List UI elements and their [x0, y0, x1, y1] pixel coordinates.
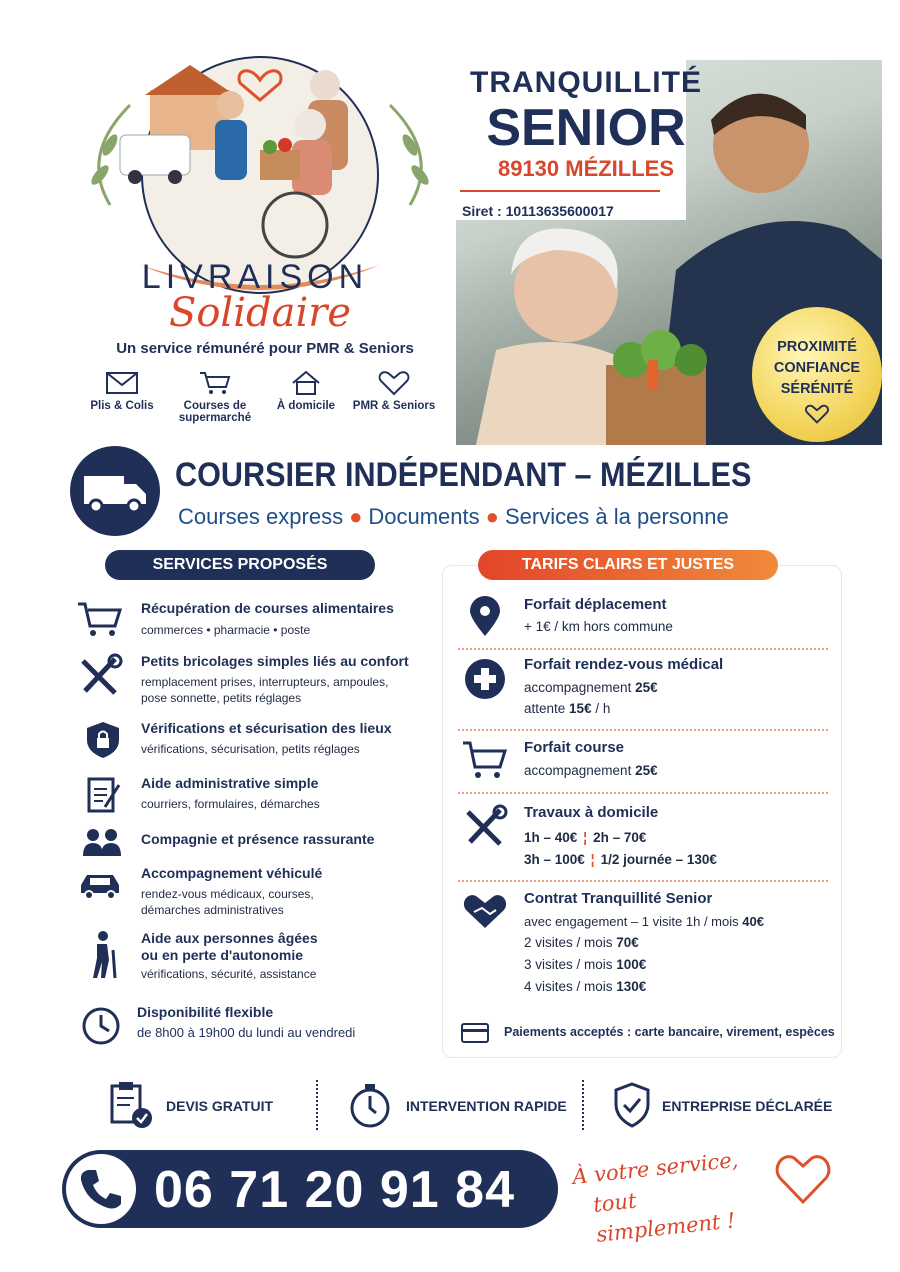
service-item [75, 865, 435, 921]
van-icon [70, 446, 160, 536]
heart-handshake-icon [460, 890, 510, 930]
tarif-price: 130€ [616, 979, 647, 994]
tarif-detail [524, 830, 646, 845]
header-divider [460, 190, 660, 192]
tarif-detail [524, 935, 639, 950]
tarif-price: 2h – 70€ [593, 830, 647, 845]
service-detail: remplacement prises, interrupteurs, ampoules, [141, 675, 389, 689]
bullet-dot: ● [349, 504, 363, 529]
tools-icon [75, 653, 125, 697]
tarif-title: Contrat Tranquillité Senior [524, 890, 713, 907]
tarif-medical [460, 656, 840, 718]
tarif-separator [458, 792, 828, 794]
tarif-travaux [460, 804, 840, 870]
tarif-price: 15€ [569, 701, 592, 716]
entreprise-label: ENTREPRISE DÉCLARÉE [662, 1098, 833, 1114]
service-item [75, 775, 435, 815]
tarif-text: avec engagement – 1 visite 1h / mois [524, 914, 743, 929]
car-icon [75, 865, 125, 905]
clipboard-pen-icon [75, 775, 125, 815]
intervention-rapide [346, 1080, 586, 1130]
feature-label: Plis & Colis [90, 400, 154, 412]
tarif-price: 100€ [616, 957, 647, 972]
badge-line: PROXIMITÉ [777, 339, 857, 355]
service-item [75, 720, 435, 760]
service-title: Récupération de courses alimentaires [141, 600, 394, 616]
bullet-dot: ● [485, 504, 499, 529]
tarif-separator [458, 729, 828, 731]
tarif-deplacement [460, 596, 840, 638]
devis-gratuit [106, 1080, 296, 1130]
bottom-divider [582, 1080, 584, 1130]
service-title: Aide administrative simple [141, 775, 319, 791]
tarif-detail [524, 701, 610, 716]
tarif-text: attente [524, 701, 570, 716]
brand-name-line2: Solidaire [168, 290, 352, 336]
service-title: Accompagnement véhiculé [141, 865, 323, 881]
service-detail: vérifications, sécurisation, petits réglages [141, 742, 360, 756]
shield-check-icon [610, 1080, 654, 1130]
tarif-course [460, 739, 840, 783]
tarif-detail [524, 680, 658, 695]
tarif-detail [524, 979, 646, 994]
tarif-price: 3h – 100€ [524, 852, 585, 867]
availability-hours: de 8h00 à 19h00 du lundi au vendredi [137, 1025, 356, 1040]
envelope-icon [105, 370, 139, 396]
header-title-line1: TRANQUILLITÉ [470, 66, 702, 99]
tarif-title: Forfait déplacement [524, 596, 667, 613]
tarif-price: 1h – 40€ [524, 830, 578, 845]
tarif-price: 25€ [635, 763, 658, 778]
tarif-detail [524, 852, 717, 867]
house-icon [289, 370, 323, 396]
location-pin-icon [460, 596, 510, 638]
service-detail: vérifications, sécurité, assistance [141, 967, 317, 981]
services-heading: SERVICES PROPOSÉS [105, 550, 375, 580]
service-item [75, 930, 435, 986]
tarif-text: 4 visites / mois [524, 979, 617, 994]
tarif-text: 2 visites / mois [524, 935, 617, 950]
tarif-text: accompagnement [524, 680, 636, 695]
service-item [75, 653, 435, 709]
tarifs-heading: TARIFS CLAIRS ET JUSTES [478, 550, 778, 580]
courier-title: COURSIER INDÉPENDANT – MÉZILLES [175, 456, 752, 494]
tools-icon [460, 804, 510, 850]
bottom-divider [316, 1080, 318, 1130]
feature-courses [165, 370, 265, 424]
service-title: Compagnie et présence rassurante [141, 831, 375, 847]
phone-icon [66, 1154, 136, 1224]
tarif-text: 3 visites / mois [524, 957, 617, 972]
service-detail: pose sonnette, petits réglages [141, 691, 302, 705]
service-title-line2: ou en perte d'autonomie [141, 947, 304, 963]
tarif-contrat [460, 890, 840, 1000]
tarif-divider: ¦ [590, 852, 595, 867]
courier-subtitle [178, 504, 729, 530]
devis-label: DEVIS GRATUIT [166, 1098, 274, 1114]
brand-name-line1: LIVRAISON [141, 258, 369, 296]
tarif-divider: ¦ [583, 830, 588, 845]
siret-number: Siret : 10113635600017 [462, 203, 614, 219]
cart-icon [198, 370, 232, 396]
feature-label: À domicile [276, 400, 336, 412]
tarif-text: accompagnement [524, 763, 636, 778]
cart-icon [75, 600, 125, 640]
heart-icon [804, 404, 830, 424]
tarif-detail [524, 957, 646, 972]
elderly-icon [75, 930, 125, 980]
tarif-title: Forfait course [524, 739, 625, 756]
payment-text: Paiements acceptés : carte bancaire, virement, espèces [504, 1025, 835, 1039]
tarif-price: 40€ [742, 914, 764, 929]
service-item [75, 826, 435, 860]
clock-icon [75, 1004, 125, 1048]
clipboard-check-icon [106, 1080, 156, 1130]
tarif-separator [458, 880, 828, 882]
slogan-line: tout simplement ! [592, 1188, 737, 1247]
service-detail: rendez-vous médicaux, courses, [141, 887, 314, 901]
intervention-label: INTERVENTION RAPIDE [406, 1098, 567, 1114]
values-badge [752, 307, 882, 442]
feature-pmr [344, 370, 444, 412]
feature-plis-colis [72, 370, 172, 412]
badge-line: SÉRÉNITÉ [780, 381, 854, 397]
service-item [75, 600, 435, 640]
tarif-detail [524, 763, 658, 778]
van-badge [70, 446, 160, 536]
shield-lock-icon [75, 720, 125, 760]
courier-sub-item: Services à la personne [504, 504, 729, 529]
service-title: Petits bricolages simples liés au confort [141, 653, 409, 669]
service-detail: commerces • pharmacie • poste [141, 623, 311, 637]
tarif-text: / h [591, 701, 611, 716]
service-detail: démarches administratives [141, 903, 284, 917]
phone-icon-badge [66, 1154, 136, 1224]
service-title: Aide aux personnes âgées [141, 930, 318, 946]
entreprise-declaree [610, 1080, 833, 1130]
header-city: 89130 MÉZILLES [497, 156, 675, 181]
tarif-price: 25€ [635, 680, 658, 695]
feature-label: PMR & Seniors [352, 400, 436, 412]
service-title: Vérifications et sécurisation des lieux [141, 720, 392, 736]
tarif-separator [458, 648, 828, 650]
tarif-title: Forfait rendez-vous médical [524, 656, 724, 673]
payment-methods [460, 1020, 840, 1046]
availability [75, 1004, 435, 1048]
stopwatch-icon [346, 1080, 396, 1130]
tarif-detail [524, 914, 764, 929]
tarif-price: 70€ [616, 935, 639, 950]
tarif-detail: + 1€ / km hors commune [524, 619, 673, 634]
medical-cross-icon [460, 656, 510, 702]
feature-domicile [256, 370, 356, 412]
badge-line: CONFIANCE [773, 360, 861, 376]
courier-sub-item: Courses express [178, 504, 344, 529]
heart-icon [377, 370, 411, 396]
people-icon [75, 826, 125, 860]
tarif-title: Travaux à domicile [524, 804, 659, 821]
slogan-line: À votre service, [571, 1147, 740, 1190]
availability-title: Disponibilité flexible [137, 1004, 274, 1020]
heart-icon [772, 1150, 834, 1206]
phone-number[interactable]: 06 71 20 91 84 [154, 1161, 515, 1219]
credit-card-icon [460, 1022, 490, 1044]
courier-sub-item: Documents [368, 504, 480, 529]
slogan [571, 1142, 769, 1251]
service-detail: courriers, formulaires, démarches [141, 797, 320, 811]
tarif-price: 1/2 journée – 130€ [600, 852, 717, 867]
cart-icon [460, 739, 510, 781]
brand-tagline: Un service rémunéré pour PMR & Seniors [116, 340, 414, 357]
feature-label: Courses de supermarché [178, 400, 252, 424]
header-title-line2: SENIOR [486, 99, 686, 157]
